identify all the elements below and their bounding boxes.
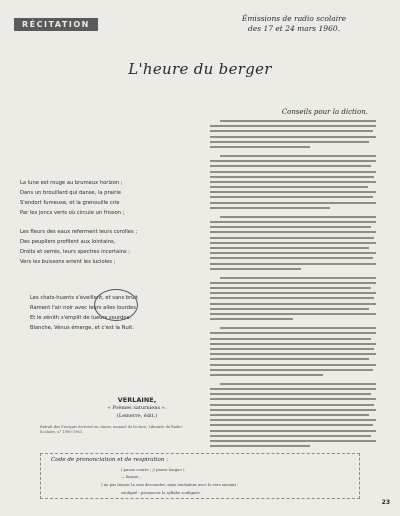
verse-line: Par les joncs verts où circule un frisson ;	[20, 210, 125, 216]
broadcast-info	[234, 14, 354, 34]
section-badge: RÉCITATION	[14, 18, 98, 31]
poem-title: L'heure du berger	[128, 60, 272, 78]
broadcast-line: des 17 et 24 mars 1960.	[247, 24, 341, 33]
paragraph	[210, 327, 376, 376]
verse-line: Des peupliers profilent aux lointains,	[20, 239, 116, 245]
verse-line: Et le zénith s'emplit de lueurs sourdes.	[30, 315, 131, 321]
poem-attribution	[92, 396, 182, 420]
codes-heading: Code de prononciation et de respiration :	[51, 457, 169, 463]
handwritten-annotation	[94, 289, 138, 321]
verse-line: Droits et serrés, leurs spectres incertains ;	[20, 249, 131, 255]
verse-line: Les chats-huants s'éveillent, et sans bruit	[30, 295, 138, 301]
verse-line: Les fleurs des eaux referment leurs corolles ;	[20, 229, 138, 235]
verse-line: S'endort fumeuse, et la grenouille crie	[20, 200, 120, 206]
paragraph	[210, 155, 376, 209]
advice-heading: Conseils pour la diction.	[281, 108, 368, 116]
broadcast-line: Émissions de radio scolaire	[241, 14, 347, 23]
paragraph	[210, 383, 376, 447]
code-row: ( pause courte ; // pause longue )	[121, 467, 185, 472]
code-row: — liaison ;	[121, 474, 142, 479]
publisher: (Lemerre, édit.)	[116, 413, 158, 419]
paragraph	[210, 277, 376, 321]
footnote: Extrait des Français écrivent en classe, manuel de lecture, Librairie de Radio-Scolaire, n° 1980-1963.	[40, 425, 183, 434]
code-row: ] ne pas laisser la voix descendre, mais enchaîner avec le vers suivant ;	[101, 482, 239, 487]
stanza	[20, 178, 180, 218]
verse-line: Dans un brouillard qui danse, la prairie	[20, 190, 121, 196]
page-number: 23	[381, 499, 390, 506]
work-title: « Poèmes saturniens ».	[107, 405, 167, 411]
poem-text	[20, 178, 180, 342]
stanza	[20, 227, 180, 267]
author-name: VERLAINE,	[117, 396, 157, 404]
pronunciation-codes-box	[40, 453, 360, 499]
code-row: souligné : prononcer la syllabe soulignée.	[121, 490, 202, 495]
diction-advice-body	[210, 120, 376, 454]
verse-line: Vers les buissons errent les lucioles ;	[20, 259, 116, 265]
verse-line: La lune est rouge au brumeux horizon ;	[20, 180, 123, 186]
paragraph	[210, 216, 376, 270]
paragraph	[210, 120, 376, 148]
verse-line: Rament l'air noir avec leurs ailes lourdes,	[30, 305, 138, 311]
verse-line: Blanche, Vénus émerge, et c'est la Nuit.	[30, 325, 134, 331]
stanza	[20, 293, 180, 333]
